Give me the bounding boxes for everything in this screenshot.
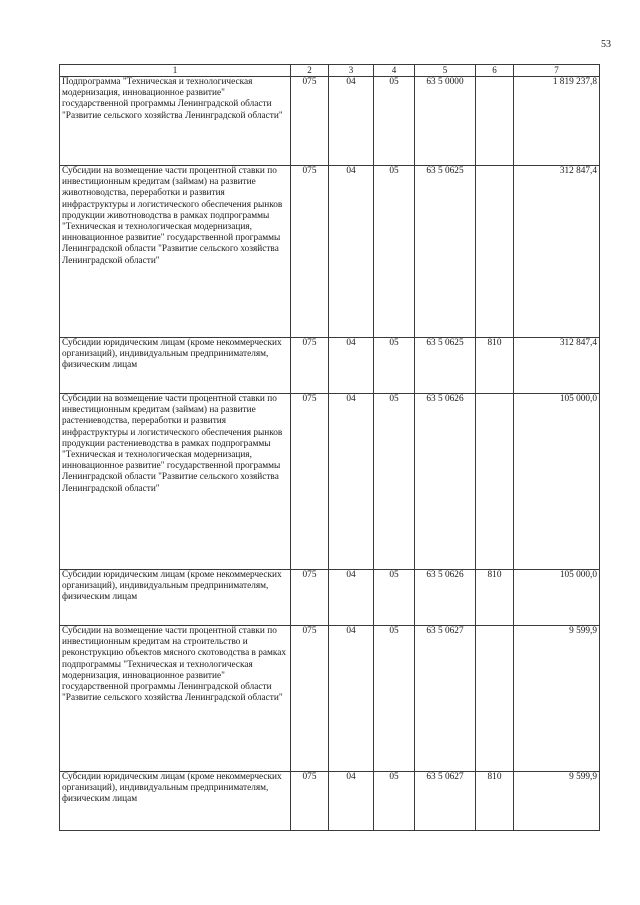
budget-table [59,64,600,831]
row-ministry-code: 075 [291,626,329,772]
column-header: 7 [514,65,600,77]
row-type-code: 810 [476,570,514,626]
row-ministry-code: 075 [291,166,329,338]
row-target-code: 63 5 0625 [415,338,476,394]
row-target-code: 63 5 0627 [415,772,476,831]
row-ministry-code: 075 [291,394,329,570]
row-target-code: 63 5 0626 [415,570,476,626]
row-type-code: 810 [476,338,514,394]
row-section-code: 04 [329,77,374,166]
row-description: Субсидии юридическим лицам (кроме некоммерческих организаций), индивидуальным предпринимателям, физическим лицам [60,772,291,831]
row-description: Субсидии на возмещение части процентной ставки по инвестиционным кредитам (займам) на развитие животноводства, переработки и развития инфраструктуры и логистического обеспечения рынков продукции животноводства в рамках подпрограммы "Техническая и технологическая модернизация, инновационное развитие" государственной программы Ленинградской области "Развитие сельского хозяйства Ленинградской области" [60,166,291,338]
row-amount: 9 599,9 [514,772,600,831]
column-header: 6 [476,65,514,77]
table-row [60,338,600,394]
table-row [60,570,600,626]
row-subsection-code: 05 [374,772,415,831]
row-amount: 312 847,4 [514,166,600,338]
row-subsection-code: 05 [374,626,415,772]
row-section-code: 04 [329,394,374,570]
row-type-code [476,77,514,166]
row-subsection-code: 05 [374,570,415,626]
row-amount: 9 599,9 [514,626,600,772]
row-description: Подпрограмма "Техническая и технологическая модернизация, инновационное развитие" государственной программы Ленинградской области "Развитие сельского хозяйства Ленинградской области" [60,77,291,166]
column-number-row [60,65,600,77]
table-row [60,626,600,772]
page-number: 53 [601,39,611,50]
table-row [60,166,600,338]
row-target-code: 63 5 0000 [415,77,476,166]
row-ministry-code: 075 [291,77,329,166]
row-description: Субсидии на возмещение части процентной ставки по инвестиционным кредитам (займам) на развитие растениеводства, переработки и развития инфраструктуры и логистического обеспечения рынков продукции растениеводства в рамках подпрограммы "Техническая и технологическая модернизация, инновационное развитие" государственной программы Ленинградской области "Развитие сельского хозяйства Ленинградской области" [60,394,291,570]
row-section-code: 04 [329,772,374,831]
row-section-code: 04 [329,626,374,772]
column-header: 1 [60,65,291,77]
row-amount: 105 000,0 [514,394,600,570]
row-description: Субсидии юридическим лицам (кроме некоммерческих организаций), индивидуальным предпринимателям, физическим лицам [60,570,291,626]
row-subsection-code: 05 [374,166,415,338]
table-row [60,772,600,831]
row-target-code: 63 5 0626 [415,394,476,570]
table-row [60,394,600,570]
row-description: Субсидии на возмещение части процентной ставки по инвестиционным кредитам на строительство и реконструкцию объектов мясного скотоводства в рамках подпрограммы "Техническая и технологическая модернизация, инновационное развитие" государственной программы Ленинградской области "Развитие сельского хозяйства Ленинградской области" [60,626,291,772]
table-row [60,77,600,166]
row-description: Субсидии юридическим лицам (кроме некоммерческих организаций), индивидуальным предпринимателям, физическим лицам [60,338,291,394]
row-target-code: 63 5 0625 [415,166,476,338]
row-amount: 105 000,0 [514,570,600,626]
row-subsection-code: 05 [374,77,415,166]
column-header: 3 [329,65,374,77]
row-section-code: 04 [329,166,374,338]
row-subsection-code: 05 [374,338,415,394]
row-type-code [476,626,514,772]
row-type-code [476,394,514,570]
row-section-code: 04 [329,570,374,626]
row-type-code [476,166,514,338]
row-ministry-code: 075 [291,772,329,831]
row-type-code: 810 [476,772,514,831]
row-target-code: 63 5 0627 [415,626,476,772]
row-amount: 1 819 237,8 [514,77,600,166]
column-header: 2 [291,65,329,77]
row-amount: 312 847,4 [514,338,600,394]
row-section-code: 04 [329,338,374,394]
column-header: 5 [415,65,476,77]
row-ministry-code: 075 [291,338,329,394]
row-subsection-code: 05 [374,394,415,570]
row-ministry-code: 075 [291,570,329,626]
column-header: 4 [374,65,415,77]
